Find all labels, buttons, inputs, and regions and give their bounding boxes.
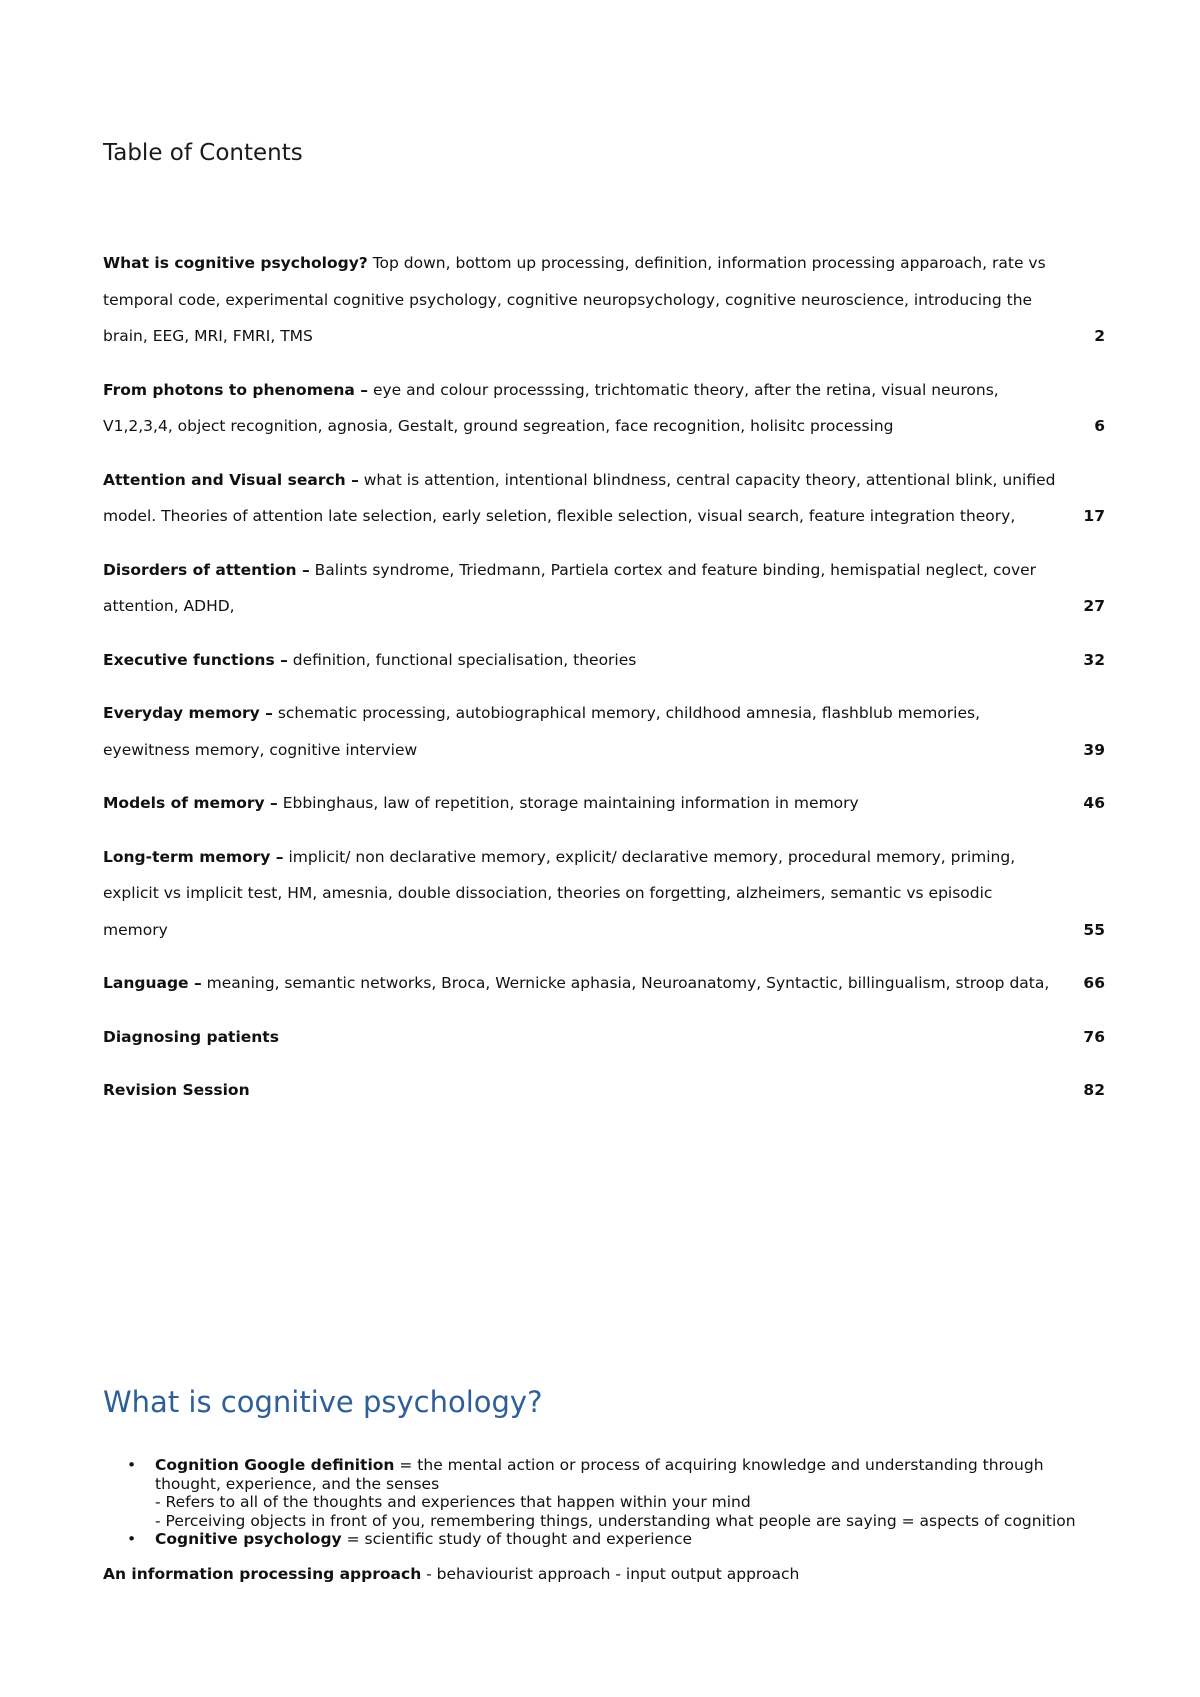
toc-entry-description: schematic processing, autobiographical memory, childhood amnesia, flashblub memories, eyewitness memory, cognitive interview: [103, 704, 981, 759]
approach-term: An information processing approach: [103, 1565, 422, 1583]
toc-entry-description: what is attention, intentional blindness, central capacity theory, attentional blink, unified model. Theories of attention late selection, early seletion, flexible selection, visual search, feature integration theory,: [103, 470, 1056, 525]
toc-entry[interactable]: [103, 785, 1105, 822]
toc-list: [103, 245, 1105, 1126]
definition-note: - Refers to all of the thoughts and experiences that happen within your mind: [155, 1493, 751, 1511]
toc-entry-page-number: 66: [1083, 974, 1105, 992]
toc-entry-page-number: 32: [1083, 650, 1105, 669]
toc-entry-topic: Diagnosing patients: [103, 1027, 279, 1046]
toc-entry-page-number: 82: [1083, 1081, 1105, 1099]
bullet-icon: •: [127, 1456, 137, 1474]
toc-entry-description: Balints syndrome, Triedmann, Partiela cortex and feature binding, hemispatial neglect, cover attention, ADHD,: [103, 560, 1037, 615]
toc-entry[interactable]: [103, 245, 1105, 355]
toc-entry[interactable]: [103, 1072, 1105, 1109]
toc-entry-description: Top down, bottom up processing, definition, information processing apparoach, rate vs temporal code, experimental cognitive psychology, cognitive neuropsychology, cognitive neuroscience, introducing the brain, EEG, MRI, FMRI, TMS: [103, 254, 1046, 345]
definition-term: Cognition Google definition: [155, 1456, 395, 1474]
approach-paragraph: [103, 1564, 799, 1584]
section-heading: What is cognitive psychology?: [103, 1385, 543, 1419]
toc-entry-topic: From photons to phenomena –: [103, 380, 369, 399]
toc-entry-topic: Executive functions –: [103, 650, 288, 669]
toc-entry-topic: Language –: [103, 974, 202, 992]
toc-entry-topic: Attention and Visual search –: [103, 470, 359, 489]
toc-entry[interactable]: [103, 462, 1105, 535]
toc-entry-description: definition, functional specialisation, theories: [287, 650, 637, 669]
definition-term: Cognitive psychology: [155, 1530, 342, 1548]
toc-entry-page-number: 76: [1083, 1027, 1105, 1046]
toc-entry-description: Ebbinghaus, law of repetition, storage maintaining information in memory: [277, 794, 859, 812]
toc-entry[interactable]: [103, 552, 1105, 625]
bullet-icon: •: [127, 1530, 137, 1548]
toc-title: Table of Contents: [103, 140, 303, 166]
toc-entry-page-number: 27: [1083, 597, 1105, 615]
toc-entry-description: implicit/ non declarative memory, explicit/ declarative memory, procedural memory, priming, explicit vs implicit test, HM, amesnia, double dissociation, theories on forgetting, alzheimers, semantic vs episodic memory: [103, 847, 1016, 939]
toc-entry[interactable]: [103, 372, 1105, 445]
toc-entry-page-number: 2: [1094, 327, 1105, 345]
toc-entry-topic: What is cognitive psychology?: [103, 254, 368, 272]
list-item: [103, 1456, 1113, 1530]
approach-text: - behaviourist approach - input output approach: [421, 1565, 800, 1583]
toc-entry-topic: Revision Session: [103, 1081, 250, 1099]
toc-entry-page-number: 39: [1083, 740, 1105, 759]
toc-entry[interactable]: [103, 1019, 1105, 1056]
toc-entry-topic: Models of memory –: [103, 794, 278, 812]
toc-entry-topic: Long-term memory –: [103, 847, 284, 866]
toc-entry[interactable]: [103, 839, 1105, 949]
toc-entry[interactable]: [103, 642, 1105, 679]
bullet-list: [103, 1456, 1113, 1549]
toc-entry-page-number: 55: [1083, 920, 1105, 939]
toc-entry-description: meaning, semantic networks, Broca, Wernicke aphasia, Neuroanatomy, Syntactic, billingualism, stroop data,: [201, 974, 1050, 992]
toc-entry-topic: Disorders of attention –: [103, 560, 310, 579]
toc-entry[interactable]: [103, 695, 1105, 768]
toc-entry-description: eye and colour processsing, trichtomatic theory, after the retina, visual neurons, V1,2,3,4, object recognition, agnosia, Gestalt, ground segreation, face recognition, holisitc processing: [103, 380, 999, 435]
list-item: [103, 1530, 1113, 1549]
toc-entry-topic: Everyday memory –: [103, 704, 273, 722]
toc-entry[interactable]: [103, 965, 1105, 1002]
definition-note: - Perceiving objects in front of you, remembering things, understanding what people are saying = aspects of cognition: [155, 1511, 1076, 1530]
toc-entry-page-number: 17: [1083, 507, 1105, 525]
definition-text: = the mental action or process of acquiring knowledge and understanding through thought, experience, and the senses: [155, 1456, 1044, 1493]
toc-entry-page-number: 6: [1094, 417, 1105, 435]
definition-text: = scientific study of thought and experience: [341, 1530, 693, 1548]
toc-entry-page-number: 46: [1083, 794, 1105, 812]
